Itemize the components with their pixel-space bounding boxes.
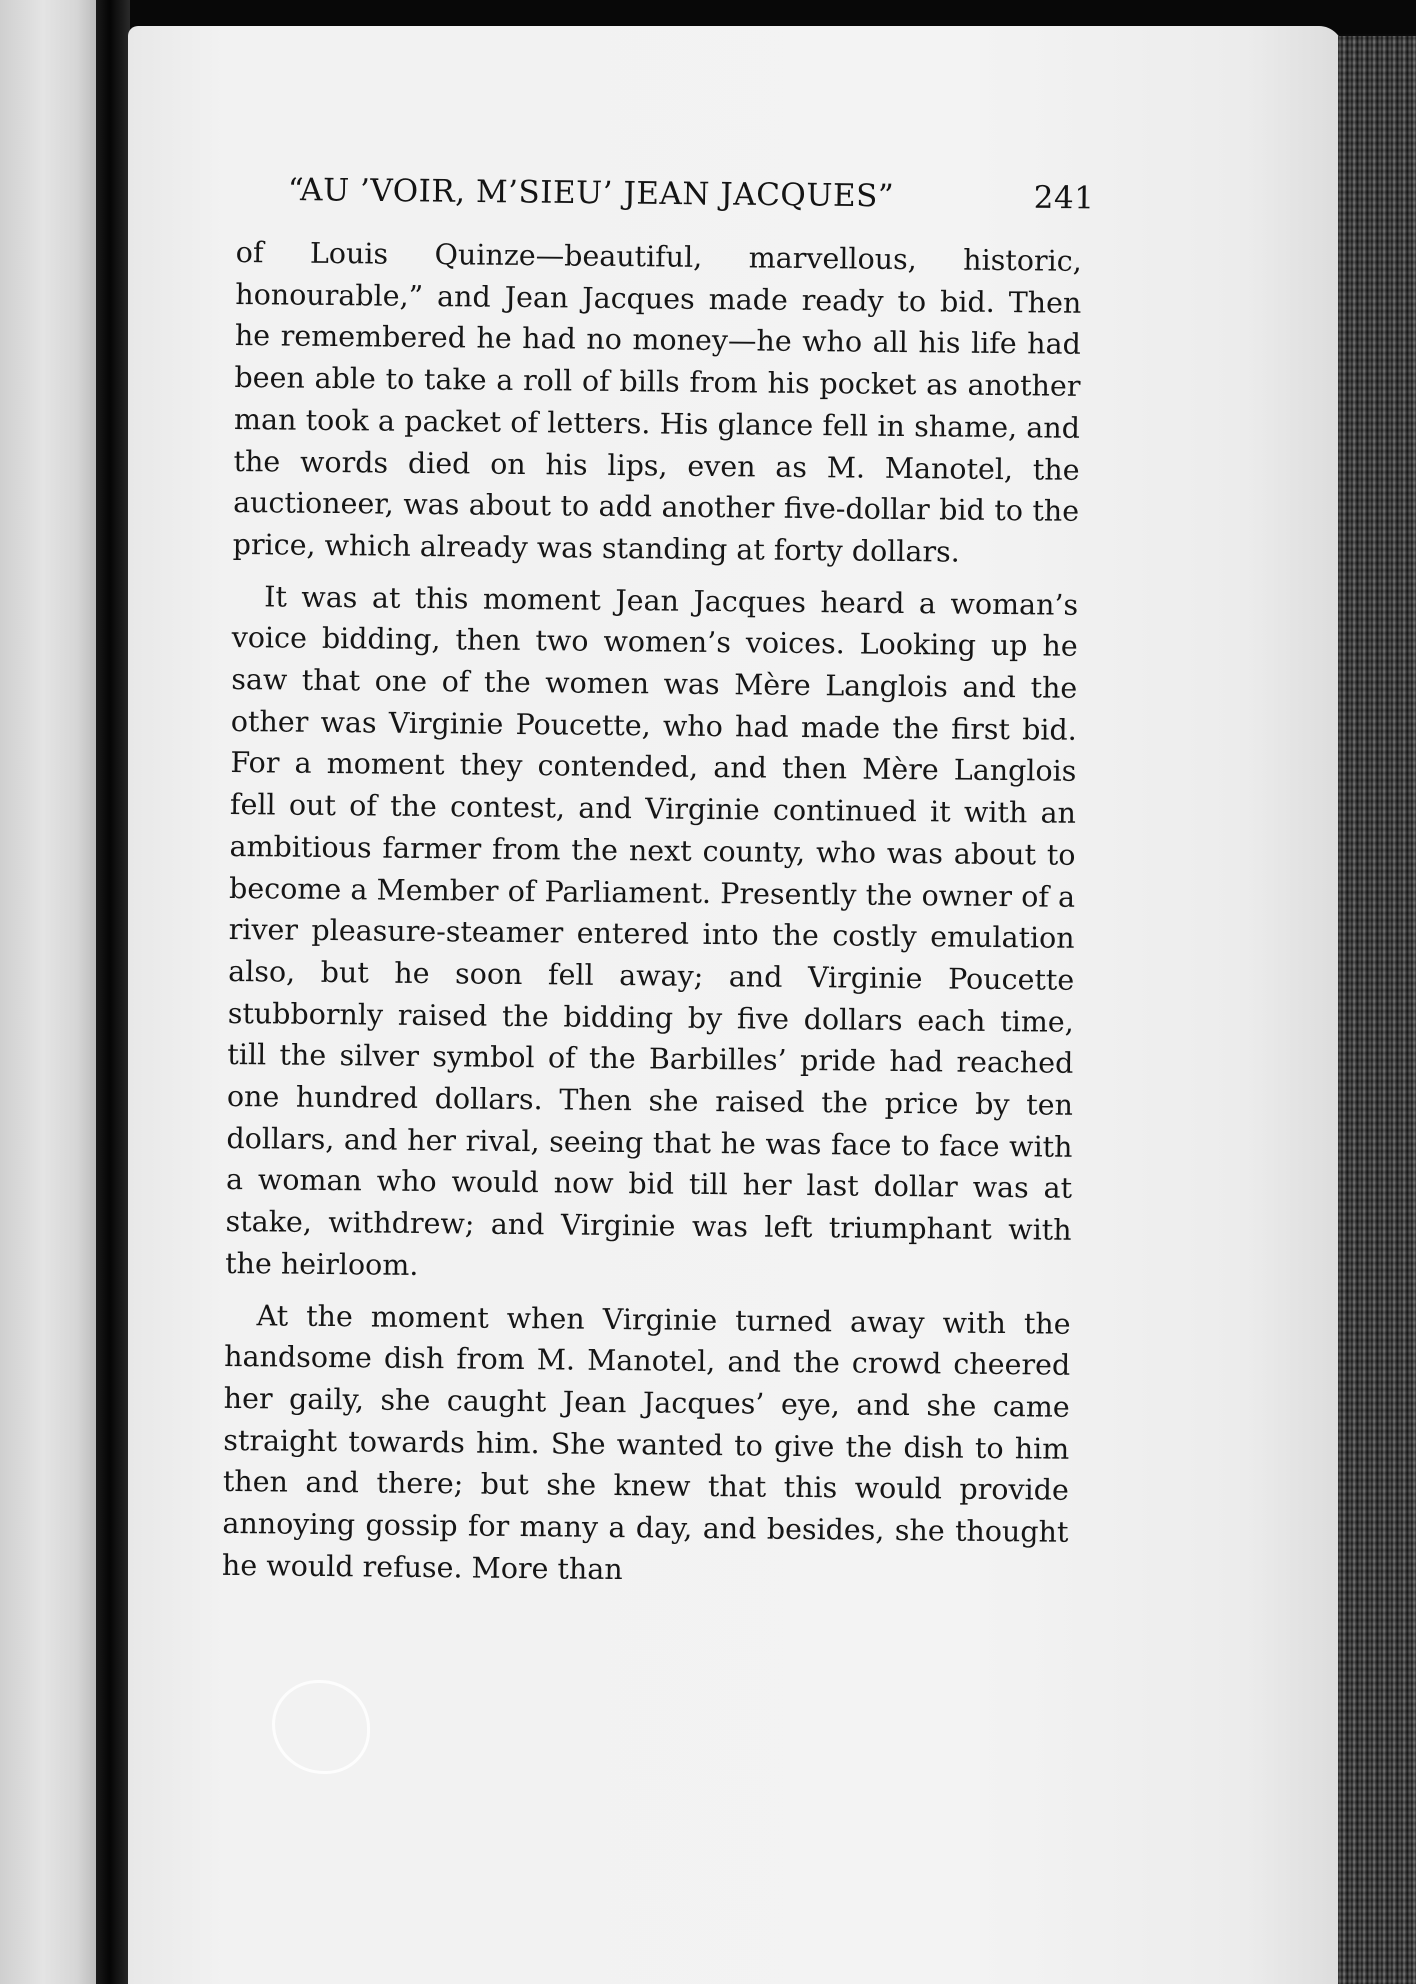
page-body [222, 232, 1082, 1595]
paragraph: of Louis Quinze—beautiful, marvellous, historic, honourable,” and Jean Jacques made ready to bid. Then he remembered he had no money—he who all his life had been able to take a roll of bills from his pocket as another man took a packet of letters. His glance fell in shame, and the words died on his lips, even as M. Manotel, the auctioneer, was about to add another five-dollar bid to the price, which already was standing at forty dollars. [232, 235, 1082, 569]
chapter-title: “AU ’VOIR, M’SIEU’ JEAN JACQUES” [287, 172, 895, 215]
book-gutter [96, 0, 130, 1984]
page-block-edges [1338, 36, 1416, 1984]
page-number: 241 [1033, 179, 1095, 217]
paragraph: It was at this moment Jean Jacques heard a woman’s voice bidding, then two women’s voices. Looking up he saw that one of the women was Mère Langlois and the other was Virginie Poucette, who had made the first bid. For a moment they contended, and then Mère Langlois fell out of the contest, and Virginie continued it with an ambitious farmer from the next county, who was about to become a Member of Parliament. Presently the owner of a river pleasure-steamer entered into the costly emulation also, but he soon fell away; and Virginie Poucette stubbornly raised the bidding by five dollars each time, till the silver symbol of the Barbilles’ pride had reached one hundred dollars. Then she raised the price by ten dollars, and her rival, seeing that he was face to face with a woman who would now bid till her last dollar was at stake, withdrew; and Virginie was left triumphant with the heirloom. [225, 579, 1079, 1282]
paragraph: At the moment when Virginie turned away with the handsome dish from M. Manotel, and the crowd cheered her gaily, she caught Jean Jacques’ eye, and she came straight towards him. She wanted to give the dish to him then and there; but she knew that this would provide annoying gossip for many a day, and besides, she thought he would refuse. More than [221, 1298, 1071, 1586]
facing-page-edge [0, 0, 96, 1984]
